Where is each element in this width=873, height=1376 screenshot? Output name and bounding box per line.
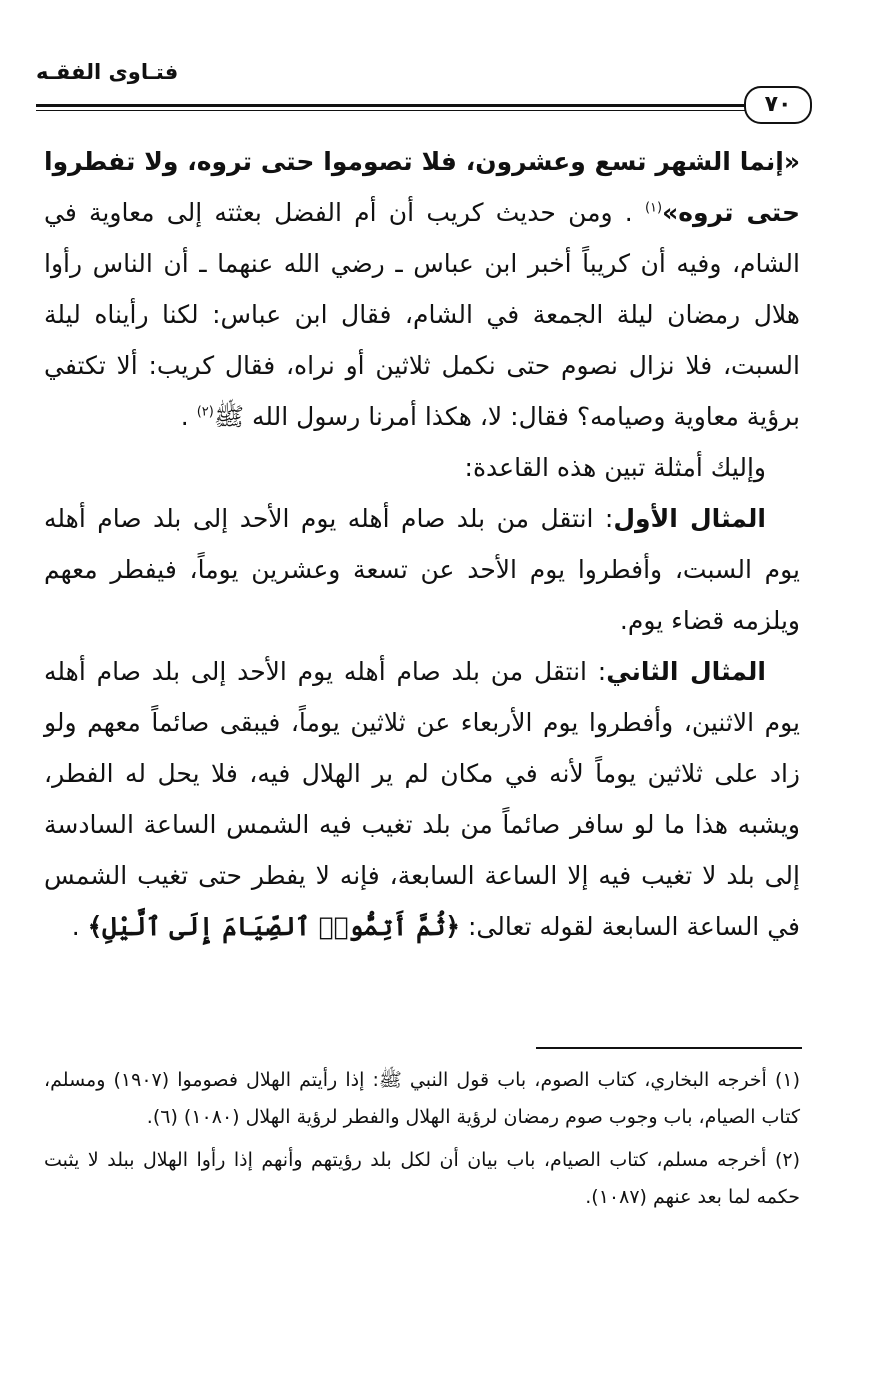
example-2-label: المثال الثاني (606, 657, 766, 686)
paragraph-example-2 (44, 646, 800, 952)
example-2-text: : انتقل من بلد صام أهله يوم الأحد إلى بلد صام أهله يوم الاثنين، وأفطروا يوم الأربعاء عن ثلاثين يوماً، فيبقى صائماً معهم ولو زاد على ثلاثين يوماً لأنه في مكان لم ير الهلال فيه، فلا يحل له الفطر، ويشبه هذا ما لو سافر صائماً من بلد تغيب فيه الشمس الساعة السادسة إلى بلد لا تغيب فيه إلا الساعة السابعة، فإنه لا يفطر حتى تغيب الشمس في الساعة السابعة لقوله تعالى: (44, 657, 800, 941)
example-1-text: : انتقل من بلد صام أهله يوم الأحد إلى بلد صام أهله يوم السبت، وأفطروا يوم الأحد عن تسعة وعشرين يوماً، فيفطر معهم ويلزمه قضاء يوم. (44, 504, 800, 635)
paragraph-hadith (44, 136, 800, 442)
footnote-ref-1[interactable]: (١) (644, 200, 663, 216)
page-number: ٧٠ (744, 86, 812, 124)
hadith-quote: «إنما الشهر تسع وعشرون، فلا تصوموا حتى تروه، ولا تفطروا حتى تروه» (44, 147, 800, 227)
footnote-1: (١) أخرجه البخاري، كتاب الصوم، باب قول النبي ﷺ: إذا رأيتم الهلال فصوموا (١٩٠٧) ومسلم، كتاب الصيام، باب وجوب صوم رمضان لرؤية الهلال والفطر لرؤية الهلال (١٠٨٠) (٦). (44, 1069, 800, 1128)
quran-verse: ثُمَّ أَتِمُّوا۟ ٱلصِّيَامَ إِلَى ٱلَّيْلِ (102, 912, 446, 941)
header-rule (36, 104, 762, 107)
paragraph-intro-examples: وإليك أمثلة تبين هذه القاعدة: (464, 453, 766, 482)
example-2-end: . (71, 912, 88, 941)
main-text (44, 136, 800, 952)
footnote-separator (536, 1047, 802, 1049)
verse-open-bracket: ﴿ (445, 912, 461, 941)
paragraph-example-1 (44, 493, 800, 646)
example-1-label: المثال الأول (613, 504, 766, 533)
paragraph-hadith-text: . ومن حديث كريب أن أم الفضل بعثته إلى معاوية في الشام، وفيه أن كريباً أخبر ابن عباس ـ رضي الله عنهما ـ أن الناس رأوا هلال رمضان ليلة الجمعة في الشام، فقال ابن عباس: لكنا رأيناه ليلة السبت، فلا نزال نصوم حتى نكمل ثلاثين أو نراه، فقال كريب: ألا تكتفي برؤية معاوية وصيامه؟ فقال: لا، هكذا أمرنا رسول الله ﷺ (44, 198, 800, 431)
verse-close-bracket: ﴾ (87, 912, 103, 941)
footnotes (44, 1062, 800, 1222)
header-rule-thin (36, 110, 762, 111)
footnote-2: (٢) أخرجه مسلم، كتاب الصيام، باب بيان أن لكل بلد رؤيتهم وأنهم إذا رأوا الهلال ببلد لا يثبت حكمه لما بعد عنهم (١٠٨٧). (44, 1149, 800, 1208)
footnote-ref-2[interactable]: (٢) (196, 404, 214, 420)
paragraph-hadith-end: . (180, 402, 197, 431)
running-header-title: فتـاوى الفقـه (36, 60, 179, 84)
